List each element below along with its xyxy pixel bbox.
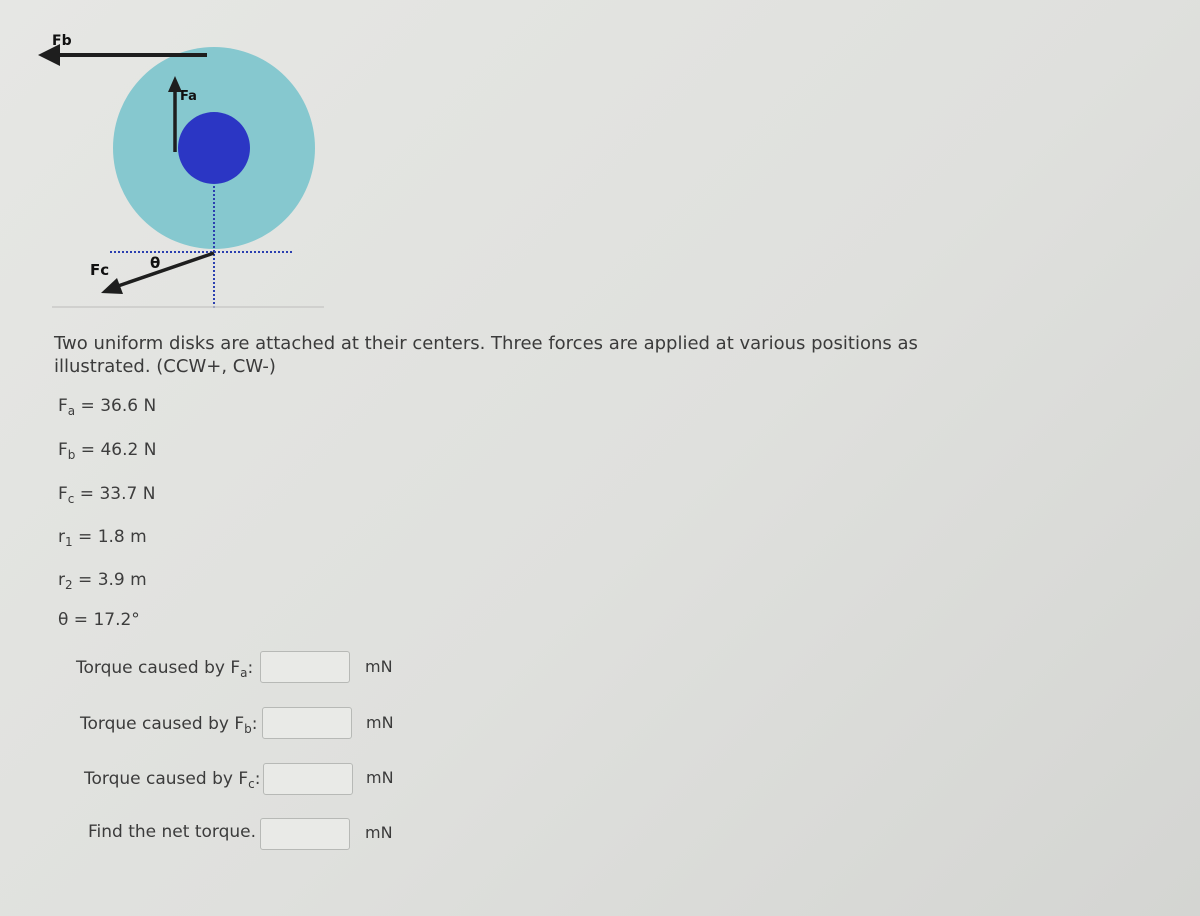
problem-description: Two uniform disks are attached at their centers. Three forces are applied at various positions as illustrated. (CCW+, CW-) <box>54 333 918 377</box>
unit-torque-fa: mN <box>365 657 393 676</box>
inner-disk <box>178 112 250 184</box>
two-disk-diagram <box>0 0 340 320</box>
label-fc: Fc <box>90 261 110 279</box>
given-r2: $r_2 = 3.9$ m <box>58 570 147 592</box>
answer-torque-fb-input[interactable] <box>262 707 352 739</box>
answer-torque-fa-input[interactable] <box>260 651 350 683</box>
unit-net-torque: mN <box>365 823 393 842</box>
question-torque-fa-label: Torque caused by $F_a$: <box>76 658 254 680</box>
label-fa: Fa <box>180 89 197 104</box>
force-c-arrow-shaft <box>118 253 214 286</box>
question-torque-fc-label: Torque caused by $F_c$: <box>84 769 261 791</box>
answer-torque-fc-input[interactable] <box>263 763 353 795</box>
question-torque-fb-label: Torque caused by $F_b$: <box>80 714 258 736</box>
given-fb: $F_b = 46.2$ N <box>58 440 157 462</box>
question-torque-fa <box>76 650 253 686</box>
question-net-torque <box>88 814 256 850</box>
given-theta: θ = 17.2° <box>58 610 140 630</box>
label-fb: Fb <box>52 33 72 49</box>
question-torque-fc <box>84 761 260 797</box>
question-torque-fb <box>80 706 257 742</box>
unit-torque-fb: mN <box>366 713 394 732</box>
answer-net-torque-input[interactable] <box>260 818 350 850</box>
unit-torque-fc: mN <box>366 768 394 787</box>
given-fa: $F_a = 36.6$ N <box>58 396 157 418</box>
given-fc: $F_c = 33.7$ N <box>58 484 156 506</box>
question-net-torque-label: Find the net torque. <box>88 822 257 842</box>
given-r1: $r_1 = 1.8$ m <box>58 527 147 549</box>
force-c-arrowhead <box>101 278 123 294</box>
label-theta: θ <box>150 254 161 272</box>
